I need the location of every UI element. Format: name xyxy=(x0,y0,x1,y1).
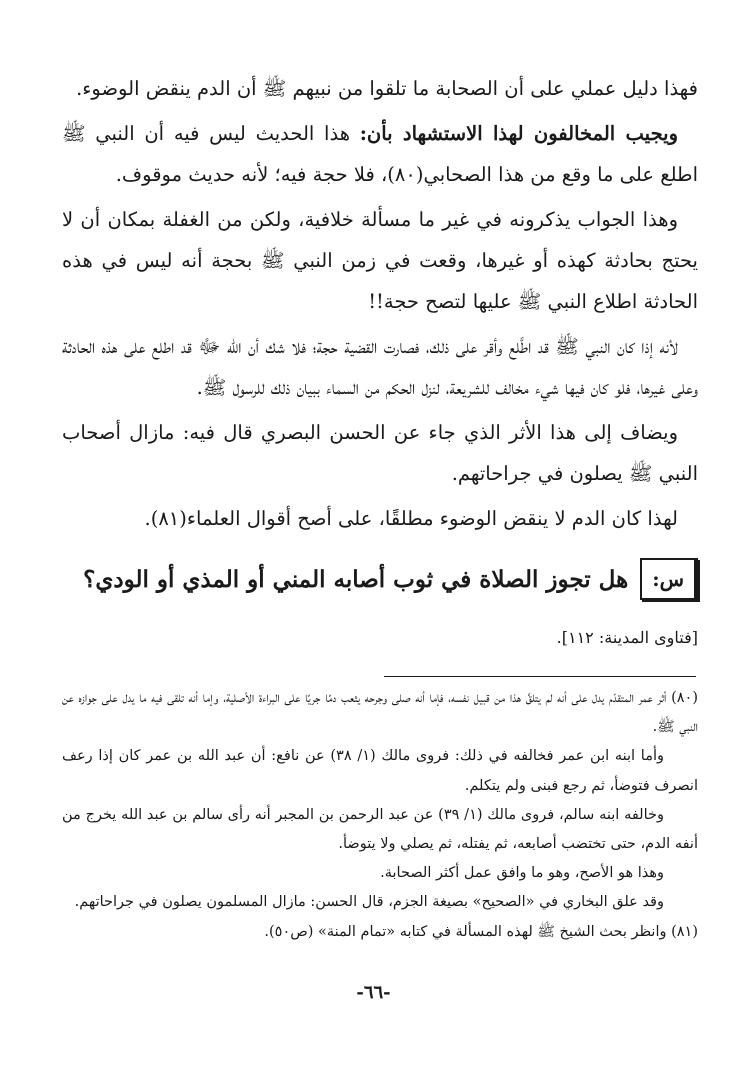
paragraph-2 xyxy=(62,113,698,195)
footnote-81: (٨١) وانظر بحث الشيخ ﷺ لهذه المسألة في كتابه «تمام المنة» (ص٥٠). xyxy=(264,923,698,940)
footnote-80-para-2: وأما ابنه ابن عمر فخالفه في ذلك: فروى مالك (١/ ٣٨) عن نافع: أن عبد الله بن عمر كان إذا رعف انصرف فتوضأ، ثم رجع فبنى ولم يتكلم. xyxy=(62,748,698,794)
paragraph-5: ويضاف إلى هذا الأثر الذي جاء عن الحسن البصري قال فيه: مازال أصحاب النبي ﷺ يصلون في جراحاتهم. xyxy=(62,421,698,485)
paragraph-2-rest: هذا الحديث ليس فيه أن النبي ﷺ اطلع على ما وقع من هذا الصحابي(٨٠)، فلا حجة فيه؛ لأنه حديث موقوف. xyxy=(62,122,698,186)
paragraph-4: لأنه إذا كان النبي ﷺ قد اطَّلع وأقر على ذلك، فصارت القضية حجة؛ فلا شك أن الله ﷻ قد اطلع على هذه الحادثة وعلى غيرها، فلو كان فيها شيء مخالف للشريعة، لنزل الحكم من السماء ببيان ذلك للرسول ﷺ. xyxy=(62,335,698,399)
paragraph-6: لهذا كان الدم لا ينقض الوضوء مطلقًا، على أصح أقوال العلماء(٨١). xyxy=(144,507,678,530)
footnote-80-para-4: وهذا هو الأصح، وهو ما وافق عمل أكثر الصحابة. xyxy=(380,865,664,882)
footnote-80-para-3: وخالفه ابنه سالم، فروى مالك (١/ ٣٩) عن عبد الرحمن بن المجبر أنه رأى سالم بن عبد الله يخرج من أنفه الدم، حتى تختضب أصابعه، ثم يفتله، ثم يصلي ولا يتوضأ. xyxy=(62,806,698,853)
footnote-80-para-5: وقد علق البخاري في «الصحيح» بصيغة الجزم، قال الحسن: مازال المسلمون يصلون في جراحاتهم. xyxy=(74,894,664,911)
main-text xyxy=(62,68,698,543)
footnote-80: (٨٠) أثر عمر المتقدّم يدل على أنه لم يتلقَّ هذا من قبيل نفسه، فإما أنه صلى وجرحه يثعب دمًا جريًا على البراءة الأصلية، وإما أنه تلقى فيه ما يدل على جوازه عن النبي ﷺ. xyxy=(62,690,698,736)
footnotes xyxy=(62,684,698,947)
paragraph-2-lead: ويجيب المخالفون لهذا الاستشهاد بأن: xyxy=(359,122,678,145)
question-label-box: س: xyxy=(640,558,698,600)
paragraph-1: فهذا دليل عملي على أن الصحابة ما تلقوا من نبيهم ﷺ أن الدم ينقض الوضوء. xyxy=(76,77,698,100)
question-text: هل تجوز الصلاة في ثوب أصابه المني أو المذي أو الودي؟ xyxy=(83,565,629,593)
page-number: -٦٦- xyxy=(356,982,391,1003)
question-heading xyxy=(62,552,698,606)
paragraph-3: وهذا الجواب يذكرونه في غير ما مسألة خلافية، ولكن من الغفلة بمكان أن لا يحتج بحادثة كهذه أو غيرها، وقعت في زمن النبي ﷺ بحجة أنه ليس في هذه الحادثة اطلاع النبي ﷺ عليها لتصح حجة!! xyxy=(62,208,698,313)
source-citation: [فتاوى المدينة: ١١٢]. xyxy=(556,628,698,647)
footnote-divider xyxy=(384,676,696,677)
